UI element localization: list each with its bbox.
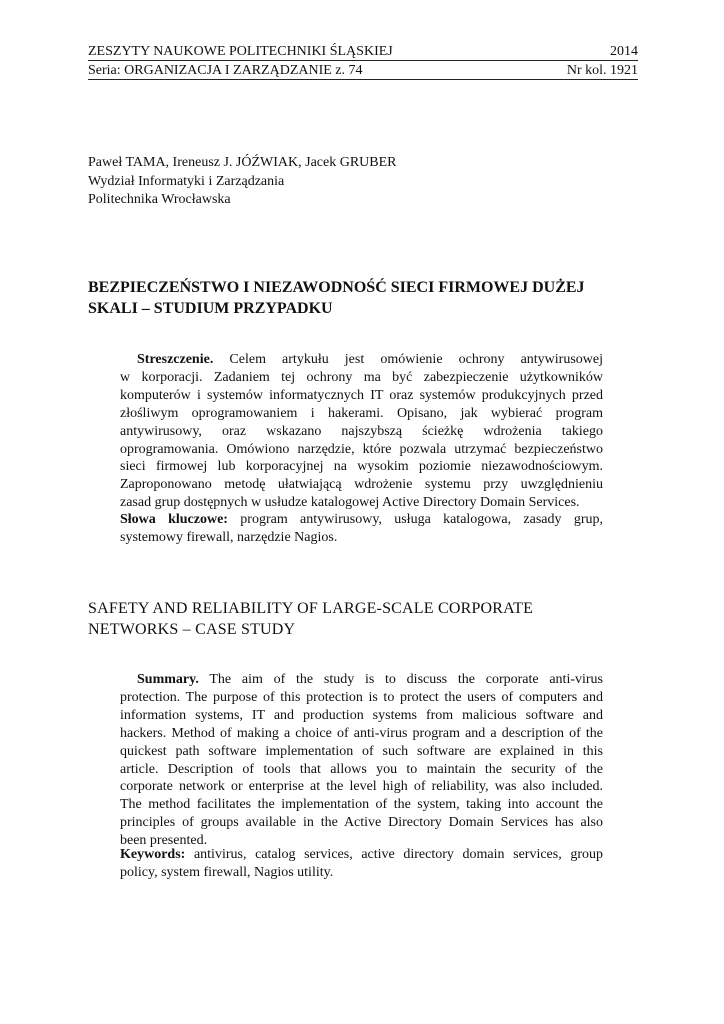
abstract-en-line: principles of groups available in the Active Directory Domain Services has also <box>120 815 603 831</box>
keywords-english <box>120 846 603 882</box>
keywords-pl-line: systemowy firewall, narzędzie Nagios. <box>120 530 338 545</box>
header-divider-top <box>88 60 638 61</box>
abstract-en-line: information systems, IT and production systems from malicious software and <box>120 707 603 723</box>
abstract-en-line: been presented. <box>120 833 208 849</box>
abstract-english <box>120 671 603 850</box>
abstract-pl-line: Streszczenie. Celem artykułu jest omówienie ochrony antywirusowej <box>137 352 604 367</box>
abstract-en-line: protection. The purpose of this protection is to protect the users of computers and <box>120 689 603 705</box>
abstract-pl-line: komputerów i systemów informatycznych IT oraz systemów produkcyjnych przed <box>120 387 603 403</box>
keywords-pl-label: Słowa kluczowe: <box>120 512 228 527</box>
journal-title: ZESZYTY NAUKOWE POLITECHNIKI ŚLĄSKIEJ <box>88 44 393 59</box>
author-block <box>88 154 397 210</box>
header-divider-bottom <box>88 79 638 80</box>
journal-header-row <box>88 43 638 60</box>
abstract-pl-line: złośliwym oprogramowaniem i hakerami. Opisano, jak wybierać program <box>120 405 603 421</box>
abstract-en-line: hackers. Method of making a choice of anti-virus program and a description of the <box>120 725 603 741</box>
author-university: Politechnika Wrocławska <box>88 192 231 207</box>
abstract-en-line: Summary. The aim of the study is to discuss the corporate anti-virus <box>137 672 603 687</box>
keywords-pl-line: Słowa kluczowe: program antywirusowy, usługa katalogowa, zasady grup, <box>120 512 603 527</box>
abstract-en-line: The method facilitates the implementation of the system, taking into account the <box>120 797 603 813</box>
keywords-en-line: Keywords: antivirus, catalog services, active directory domain services, group <box>120 847 604 862</box>
abstract-pl-line: zasad grup dostępnych w usłudze katalogowej Active Directory Domain Services. <box>120 495 580 511</box>
paper-title-polish <box>88 277 648 319</box>
title-pl-line: SKALI – STUDIUM PRZYPADKU <box>88 300 333 317</box>
keywords-en-line: policy, system firewall, Nagios utility. <box>120 865 334 880</box>
title-en-line: SAFETY AND RELIABILITY OF LARGE-SCALE CORPORATE <box>88 600 534 617</box>
abstract-pl-line: sieci firmowej lub korporacyjnej na wysokim poziomie niezawodnościowym. <box>120 459 603 475</box>
issue-number: Nr kol. 1921 <box>566 63 638 78</box>
keywords-en-label: Keywords: <box>120 847 186 862</box>
abstract-en-label: Summary. <box>137 672 199 687</box>
author-names: Paweł TAMA, Ireneusz J. JÓŹWIAK, Jacek GRUBER <box>88 155 397 170</box>
series-name: Seria: ORGANIZACJA I ZARZĄDZANIE z. 74 <box>88 63 363 78</box>
title-pl-line: BEZPIECZEŃSTWO I NIEZAWODNOŚĆ SIECI FIRMOWEJ DUŻEJ <box>88 279 585 296</box>
abstract-en-line: corporate network or enterprise at the level high of reliability, was also included. <box>120 779 603 795</box>
abstract-pl-line: oprogramowania. Omówiono narzędzie, które pozwala utrzymać bezpieczeństwo <box>120 441 603 457</box>
abstract-polish <box>120 351 603 512</box>
abstract-pl-line: w korporacji. Zadaniem tej ochrony ma być zabezpieczenie użytkowników <box>120 369 603 385</box>
abstract-en-line: quickest path software implementation of such software are explained in this <box>120 743 603 759</box>
author-department: Wydział Informatyki i Zarządzania <box>88 173 285 189</box>
abstract-pl-label: Streszczenie. <box>137 352 214 367</box>
series-header-row <box>88 62 638 79</box>
abstract-en-line: article. Description of tools that allows you to maintain the security of the <box>120 761 603 777</box>
abstract-pl-line: antywirusowy, oraz wskazano najszybszą ścieżkę wdrożenia takiego <box>120 423 603 439</box>
abstract-pl-line: Zaproponowano metodę ułatwiającą wdrożenie systemu przy uwzględnieniu <box>120 477 603 493</box>
keywords-polish <box>120 511 603 547</box>
title-en-line: NETWORKS – CASE STUDY <box>88 621 296 638</box>
paper-title-english <box>88 598 648 640</box>
journal-year: 2014 <box>610 44 638 59</box>
